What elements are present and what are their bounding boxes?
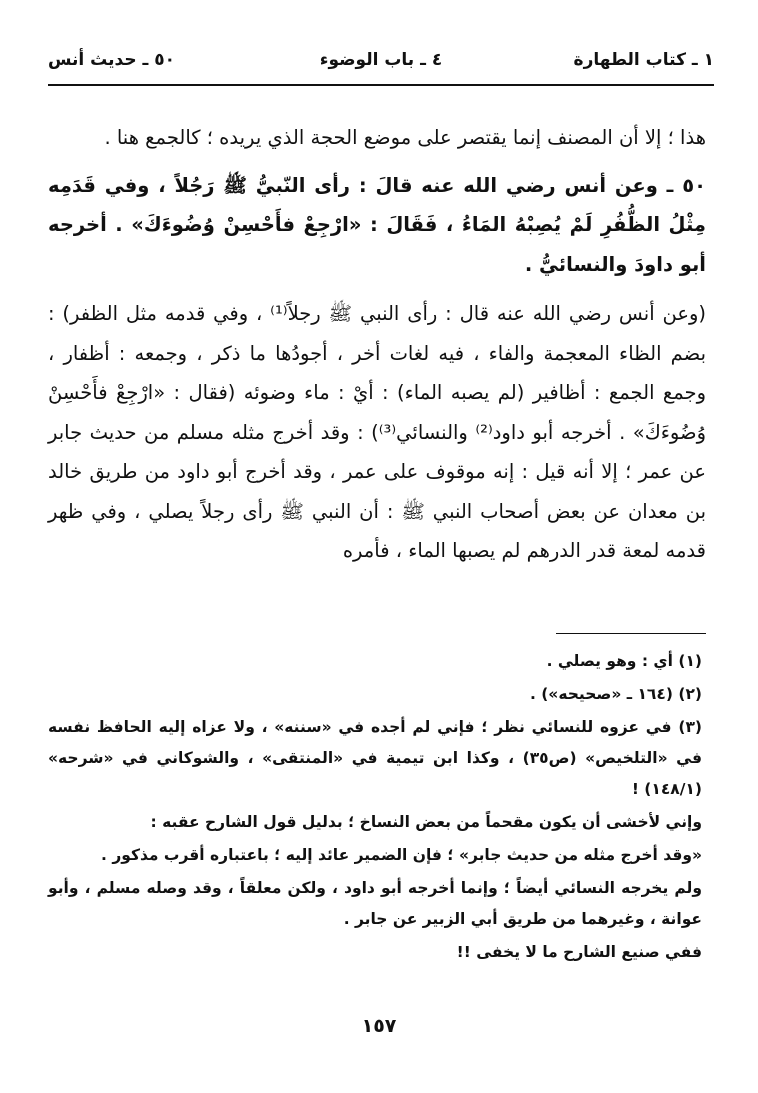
footnote-3-quote: «وقد أخرج مثله من حديث جابر» ؛ فإن الضمير عائد إليه ؛ باعتباره أقرب مذكور . <box>101 846 702 864</box>
footnote-2: (٢) (١٦٤ ـ «صحيحه») . <box>529 685 702 703</box>
header-hadith-title: ٥٠ ـ حديث أنس <box>48 50 176 70</box>
footnote-divider <box>556 633 706 634</box>
footnote-1: (١) أي : وهو يصلي . <box>546 652 702 670</box>
header-divider <box>48 84 714 86</box>
page-number: ١٥٧ <box>361 1015 397 1037</box>
footnote-3-continuation: وإني لأخشى أن يكون مقحماً من بعض النساخ ؛ بدليل قول الشارح عقبه : <box>150 813 702 831</box>
main-text <box>48 118 706 581</box>
paragraph-intro: هذا ؛ إلا أن المصنف إنما يقتصر على موضع الحجة الذي يريده ؛ كالجمع هنا . <box>104 126 706 149</box>
footnote-3-note: ولم يخرجه النسائي أيضاً ؛ وإنما أخرجه أبو داود ، ولكن معلقاً ، وقد وصله مسلم ، وأبو عوانة ، وغيرهما من طريق أبي الزبير عن جابر . <box>48 879 702 928</box>
footnotes <box>48 646 702 970</box>
commentary-text: (وعن أنس رضي الله عنه قال : رأى النبي ﷺ رجلاً⁽¹⁾ ، وفي قدمه مثل الظفر) : بضم الظاء المعجمة والفاء ، فيه لغات أخر ، أجودُها ما ذكر ، وجمعه : أظفار ، وجمع الجمع : أظافير (لم يصبه الماء) : أيْ : ماء وضوئه (فقال : «ارْجِعْ فأَحْسِنْ وُضُوءَكَ» . أخرجه أبو داود⁽²⁾ والنسائي⁽³⁾) : وقد أخرج مثله مسلم من حديث جابر عن عمر ؛ إلا أنه قيل : إنه موقوف على عمر ، وقد أخرج أبو داود من طريق خالد بن معدان عن بعض أصحاب النبي ﷺ : أن النبي ﷺ رأى رجلاً يصلي ، وفي ظهر قدمه لمعة قدر الدرهم لم يصبها الماء ، فأمره <box>48 302 706 562</box>
hadith-text: ٥٠ ـ وعن أنس رضي الله عنه قالَ : رأى النّبيُّ ﷺ رَجُلاً ، وفي قَدَمِه مِثْلُ الظُّفُرِ لَمْ يُصِبْهُ المَاءُ ، فَقَالَ : «ارْجِعْ فأَحْسِنْ وُضُوءَكَ» . أخرجه أبو داودَ والنسائيُّ . <box>48 173 706 276</box>
header-chapter-title: ٤ ـ باب الوضوء <box>319 50 443 70</box>
footnote-3-conclusion: ففي صنيع الشارح ما لا يخفى !! <box>456 943 702 961</box>
running-header <box>48 46 714 86</box>
footnote-3: (٣) في عزوه للنسائي نظر ؛ فإني لم أجده في «سننه» ، ولا عزاه إليه الحافظ نفسه في «التلخيص» (ص٣٥) ، وكذا ابن تيمية في «المنتقى» ، والشوكاني في «شرحه» (١٤٨/١) ! <box>48 718 702 798</box>
header-book-title: ١ ـ كتاب الطهارة <box>573 50 714 70</box>
